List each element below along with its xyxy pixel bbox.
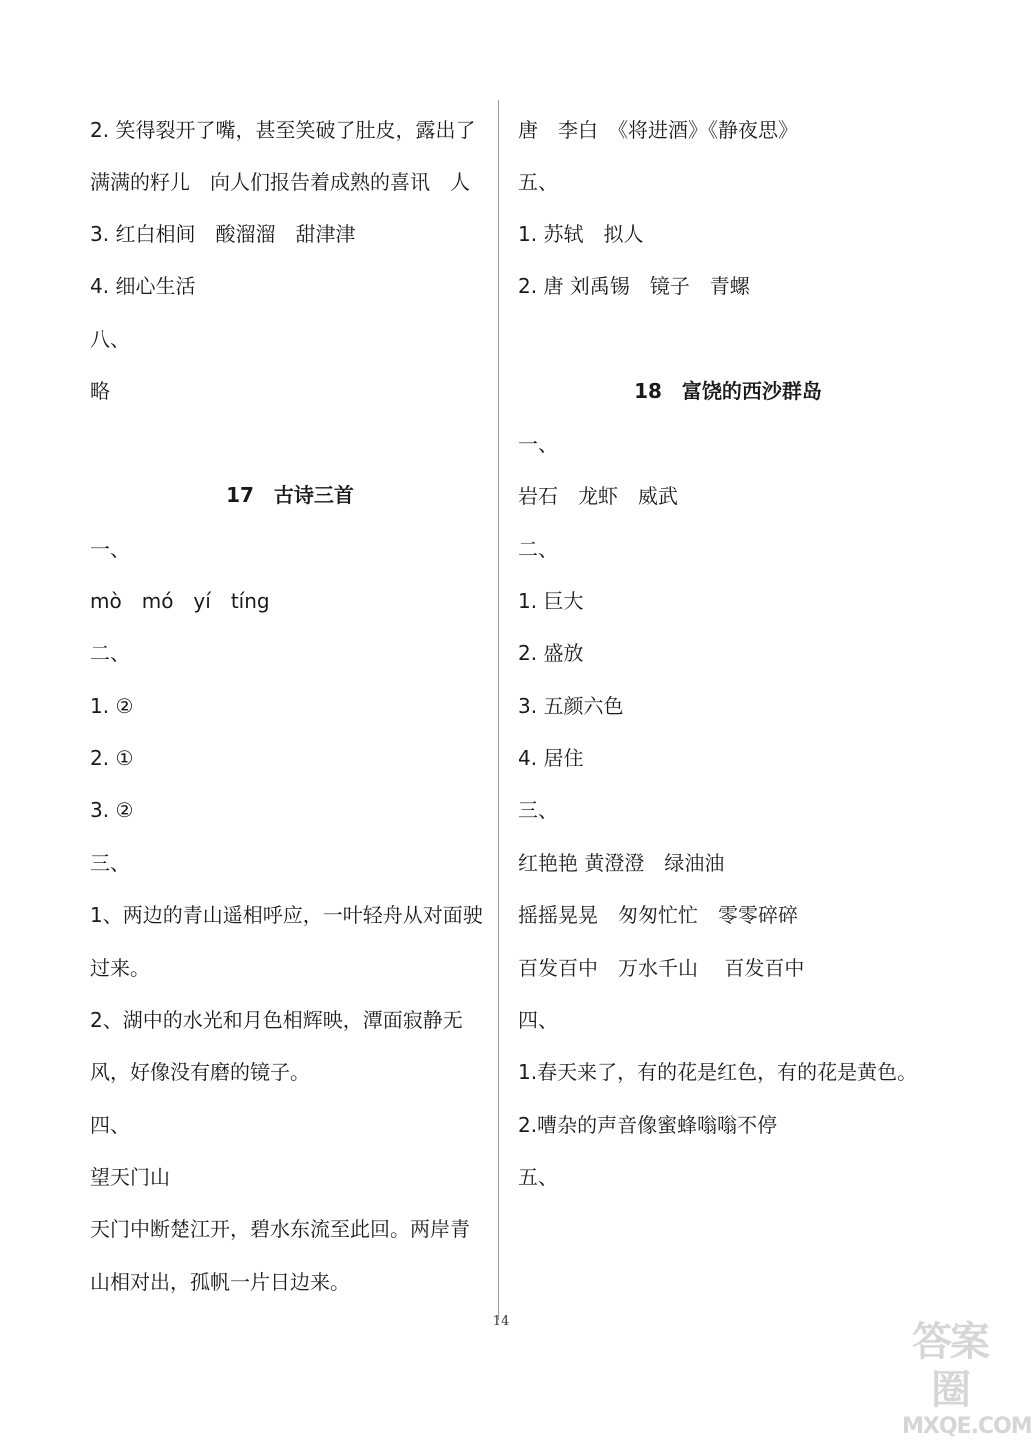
- pinyin-answer: mò mó yí tíng: [90, 589, 270, 613]
- answer-line: 1. 苏轼 拟人: [518, 222, 644, 246]
- answer-line: 1. ②: [90, 694, 134, 718]
- poem-line: 山相对出，孤帆一片日边来。: [90, 1270, 350, 1294]
- answer-line: 3. ②: [90, 798, 134, 822]
- answer-line: 唐 李白 《将进酒》《静夜思》: [518, 118, 798, 142]
- section-number: 八、: [90, 327, 130, 351]
- section-number: 五、: [518, 1165, 558, 1189]
- section-number: 五、: [518, 170, 558, 194]
- answer-line: 2、湖中的水光和月色相辉映，潭面寂静无: [90, 1008, 463, 1032]
- answer-line: 3. 五颜六色: [518, 694, 624, 718]
- answer-line: 2.嘈杂的声音像蜜蜂嗡嗡不停: [518, 1113, 778, 1137]
- section-number: 一、: [90, 537, 130, 561]
- answer-line: 2. 盛放: [518, 641, 584, 665]
- watermark-logo: [902, 1318, 1032, 1439]
- section-number: 四、: [90, 1113, 130, 1137]
- answer-line: 满满的籽儿 向人们报告着成熟的喜讯 人: [90, 170, 470, 194]
- poem-title: 望天门山: [90, 1165, 170, 1189]
- answer-line: 摇摇晃晃 匆匆忙忙 零零碎碎: [518, 903, 798, 927]
- section-number: 三、: [90, 851, 130, 875]
- answer-line: 红艳艳 黄澄澄 绿油油: [518, 851, 725, 875]
- answer-line: 1、两边的青山遥相呼应，一叶轻舟从对面驶: [90, 903, 483, 927]
- answer-line: 岩石 龙虾 威武: [518, 484, 678, 508]
- answer-line: 3. 红白相间 酸溜溜 甜津津: [90, 222, 356, 246]
- section-number: 二、: [518, 537, 558, 561]
- answer-line: 4. 细心生活: [90, 274, 196, 298]
- page-number: 14: [492, 1314, 510, 1329]
- poem-line: 天门中断楚江开，碧水东流至此回。两岸青: [90, 1217, 470, 1241]
- answer-line: 略: [90, 379, 110, 403]
- answer-line: 4. 居住: [518, 746, 584, 770]
- answer-line: 1.春天来了，有的花是红色，有的花是黄色。: [518, 1060, 918, 1084]
- lesson-17-title: 17 古诗三首: [226, 483, 354, 507]
- watermark-site-text: MXQE.COM: [902, 1414, 1032, 1439]
- answer-line: 过来。: [90, 956, 150, 980]
- section-number: 三、: [518, 798, 558, 822]
- answer-line: 2. ①: [90, 746, 134, 770]
- section-number: 一、: [518, 432, 558, 456]
- answer-line: 百发百中 万水千山 百发百中: [518, 956, 805, 980]
- column-divider: [498, 100, 499, 1320]
- watermark-logo-text: 答案圈: [912, 1319, 988, 1413]
- answer-line: 2. 笑得裂开了嘴，甚至笑破了肚皮，露出了: [90, 118, 476, 142]
- section-number: 四、: [518, 1008, 558, 1032]
- answer-line: 风，好像没有磨的镜子。: [90, 1060, 310, 1084]
- lesson-18-title: 18 富饶的西沙群岛: [634, 379, 822, 403]
- answer-line: 2. 唐 刘禹锡 镜子 青螺: [518, 274, 750, 298]
- section-number: 二、: [90, 641, 130, 665]
- answer-line: 1. 巨大: [518, 589, 584, 613]
